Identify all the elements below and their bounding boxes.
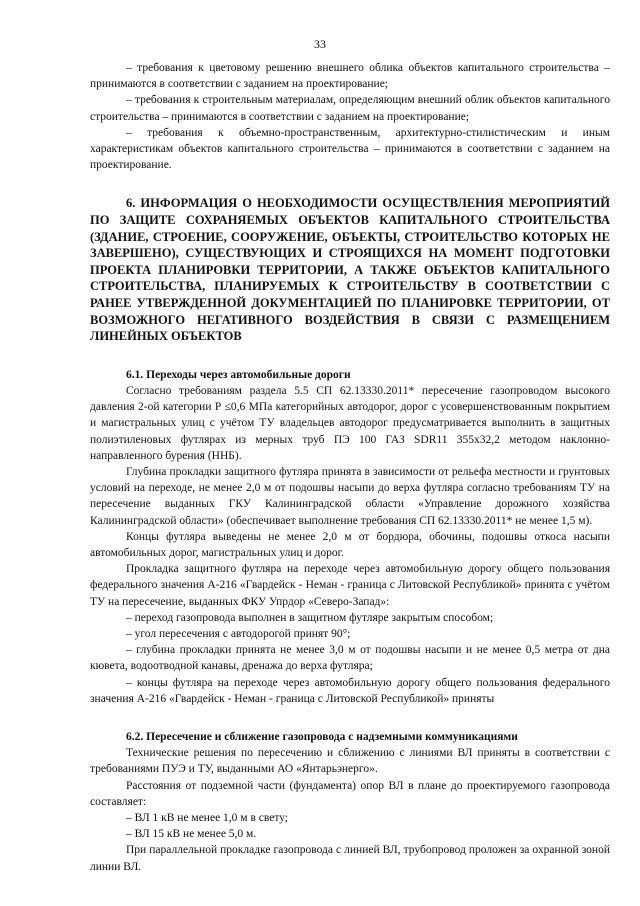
s62-list-item-1: – ВЛ 1 кВ не менее 1,0 м в свету; bbox=[126, 812, 288, 825]
s62-paragraph-1: Технические решения по пересечению и сближению с линиями ВЛ приняты в соответствии с требованиями ПУЭ и ТУ, выданными АО «Янтарьэнерго». bbox=[90, 747, 610, 776]
s61-paragraph-2: Глубина прокладки защитного футляра принята в зависимости от рельефа местности и грунтовых условий на переходе, не менее 2,0 м от подошвы насыпи до верха футляра согласно требованиям ТУ на пересечение выданных ГКУ Калининградской области «Управление дорожного хозяйства Калининградской области» (обеспечивает выполнение требования СП 62.13330.2011* не менее 1,5 м). bbox=[90, 465, 610, 527]
intro-paragraph-2: – требования к строительным материалам, определяющим внешний облик объектов капитального строительства – принимаются в соответствии с заданием на проектирование; bbox=[90, 94, 610, 123]
s61-list-item-1: – переход газопровода выполнен в защитном футляре закрытым способом; bbox=[126, 611, 494, 624]
s61-list-item-3: – глубина прокладки принята не менее 3,0 м от подошвы насыпи и не менее 0,5 метра от дна кювета, водоотводной канавы, дренажа до верха футляра; bbox=[90, 644, 610, 673]
subsection-6-1-heading: 6.1. Переходы через автомобильные дороги bbox=[126, 368, 351, 381]
s61-paragraph-1: Согласно требованиям раздела 5.5 СП 62.13330.2011* пересечение газопроводом высокого давления 2-ой категории Р ≤0,6 МПа категорийных автодорог, дорог с усовершенствованным покрытием и магистральных улиц с учётом ТУ владельцев автодорог предусматривается выполнить в защитных полиэтиленовых футлярах из мерных труб ПЭ 100 ГАЗ SDR11 355х32,2 методом наклонно-направленного бурения (ННБ). bbox=[90, 384, 610, 462]
subsection-6-2-heading: 6.2. Пересечение и сближение газопровода с надземными коммуникациями bbox=[126, 731, 518, 744]
intro-paragraph-1: – требования к цветовому решению внешнего облика объектов капитального строительства – принимаются в соответствии с заданием на проектирование; bbox=[90, 62, 610, 91]
section-6-heading: 6. ИНФОРМАЦИЯ О НЕОБХОДИМОСТИ ОСУЩЕСТВЛЕНИЯ МЕРОПРИЯТИЙ ПО ЗАЩИТЕ СОХРАНЯЕМЫХ ОБЪЕКТОВ КАПИТАЛЬНОГО СТРОИТЕЛЬСТВА (ЗДАНИЕ, СТРОЕНИЕ, СООРУЖЕНИЕ, ОБЪЕКТЫ, СТРОИТЕЛЬСТВО КОТОРЫХ НЕ ЗАВЕРШЕНО), СУЩЕСТВУЮЩИХ И СТРОЯЩИХСЯ НА МОМЕНТ ПОДГОТОВКИ ПРОЕКТА ПЛАНИРОВКИ ТЕРРИТОРИИ, А ТАКЖЕ ОБЪЕКТОВ КАПИТАЛЬНОГО СТРОИТЕЛЬСТВА, ПЛАНИРУЕМЫХ К СТРОИТЕЛЬСТВУ В СООТВЕТСТВИИ С РАНЕЕ УТВЕРЖДЕННОЙ ДОКУМЕНТАЦИЕЙ ПО ПЛАНИРОВКЕ ТЕРРИТОРИИ, ОТ ВОЗМОЖНОГО НЕГАТИВНОГО ВОЗДЕЙСТВИЯ В СВЯЗИ С РАЗМЕЩЕНИЕМ ЛИНЕЙНЫХ ОБЪЕКТОВ bbox=[90, 196, 610, 344]
s61-paragraph-3: Концы футляра выведены не менее 2,0 м от бордюра, обочины, подошвы откоса насыпи автомобильных дорог, магистральных улиц и дорог. bbox=[90, 530, 610, 559]
s62-list-item-2: – ВЛ 15 кВ не менее 5,0 м. bbox=[126, 828, 257, 841]
page-content bbox=[90, 60, 610, 875]
s61-list-item-4: – концы футляра на переходе через автомобильную дорогу общего пользования федерального значения А-216 «Гвардейск - Неман - граница с Литовской Республикой» приняты bbox=[90, 676, 610, 705]
s62-paragraph-2: Расстояния от подземной части (фундамента) опор ВЛ в плане до проектируемого газопровода составляет: bbox=[90, 779, 610, 808]
page-number: 33 bbox=[314, 37, 326, 51]
intro-paragraph-3: – требования к объемно-пространственным, архитектурно-стилистическим и иным характеристикам объектов капитального строительства – принимаются в соответствии с заданием на проектирование. bbox=[90, 126, 610, 172]
s61-paragraph-4: Прокладка защитного футляра на переходе через автомобильную дорогу общего пользования федерального значения А-216 «Гвардейск - Неман - граница с Литовской Республикой» принята с учётом ТУ на пересечение, выданных ФКУ Упрдор «Северо-Запад»: bbox=[90, 563, 610, 608]
s62-paragraph-3: При параллельной прокладке газопровода с линией ВЛ, трубопровод проложен за охранной зоной линии ВЛ. bbox=[90, 844, 610, 873]
s61-list-item-2: – угол пересечения с автодорогой принят 90°; bbox=[126, 628, 351, 641]
